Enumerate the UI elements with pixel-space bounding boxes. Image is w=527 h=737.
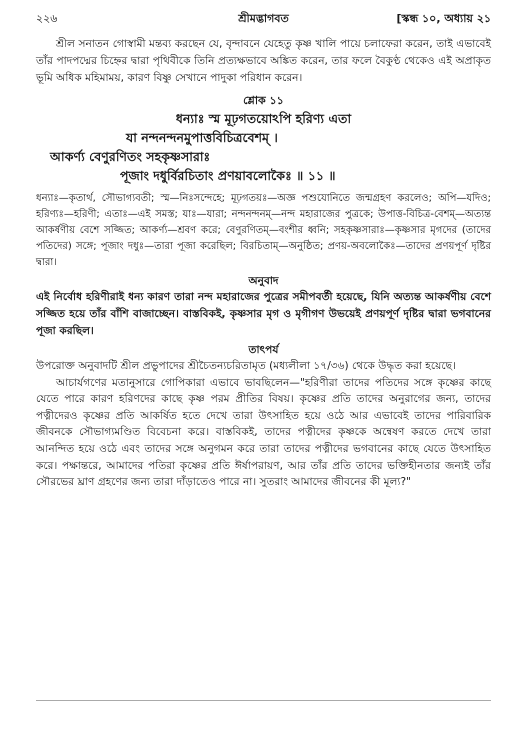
verse-line-4: পূজাং দধুর্বিরচিতাং প্রণয়াবলোকৈঃ ॥ ১১ ॥ bbox=[120, 168, 336, 183]
verse-line-3: আকর্ণ্য বেণুরণিতং সহকৃষ্ণসারাঃ bbox=[50, 149, 211, 164]
sanskrit-verse bbox=[36, 109, 491, 185]
page-header bbox=[36, 10, 491, 28]
footer-rule bbox=[36, 700, 491, 701]
purport-paragraph-1: উপরোক্ত অনুবাদটি শ্রীল প্রভুপাদের শ্রীচৈতন্যচরিতামৃত (মধ্যলীলা ১৭/৩৬) থেকে উদ্ধৃত করা হয়েছে। bbox=[36, 360, 456, 372]
page-number: ২২৬ bbox=[36, 12, 58, 25]
translation-paragraph: এই নির্বোধ হরিণীরাই ধন্য কারণ তারা নন্দ মহারাজের পুত্রের সমীপবর্তী হয়েছে, যিনি অত্যন্ত আকর্ষণীয় বেশে সজ্জিত হয়ে তাঁর বাঁশি বাজাচ্ছেন। বাস্তবিকই, কৃষ্ণসার মৃগ ও মৃগীগণ উভয়েই প্রণয়পূর্ণ দৃষ্টির দ্বারা ভগবানের পূজা করছিল। bbox=[36, 291, 491, 337]
verse-title: শ্লোক ১১ bbox=[243, 94, 284, 107]
translation-heading: অনুবাদ bbox=[248, 275, 279, 287]
verse-line-2: যা নন্দনন্দনমুপাত্তবিচিত্রবেশম্ । bbox=[126, 130, 278, 145]
synonyms-paragraph: ধন্যাঃ—কৃতার্থ, সৌভাগ্যবতী; স্ম—নিঃসন্দেহে; মূঢ়গতয়ঃ—অজ্ঞ পশুযোনিতে জন্মগ্রহণ করলেও; অপি—যদিও; হরিণ্যঃ—হরিণী; এতাঃ—এই সমস্ত; যাঃ—যারা; নন্দনন্দনম্—নন্দ মহারাজের পুত্রকে; উপাত্ত-বিচিত্র-বেশম্—অত্যন্ত আকর্ষণীয় বেশে সজ্জিত; আকর্ণ্য—শ্রবণ করে; বেণুরণিতম্—বংশীর ধ্বনি; সহকৃষ্ণসারাঃ—কৃষ্ণসার মৃগদের (তাদের পতিদের) সঙ্গে; পূজাং দধুঃ—তারা পূজা করেছিল; বিরচিতাম্—অনুষ্ঠিত; প্রণয়-অবলোকৈঃ—তাদের প্রণয়পূর্ণ দৃষ্টির দ্বারা। bbox=[36, 193, 491, 268]
intro-paragraph: শ্রীল সনাতন গোস্বামী মন্তব্য করছেন যে, বৃন্দাবনে যেহেতু কৃষ্ণ খালি পায়ে চলাফেরা করেন, তাই এভাবেই তাঁর পাদপদ্মের চিহ্নের দ্বারা পৃথিবীকে তিনি প্রত্যক্ষভাবে অঙ্কিত করেন, তার ফলে বৈকুণ্ঠ থেকেও এই অপ্রাকৃত ভূমি অধিক মহিমাময়, কারণ বিষ্ণু সেখানে পাদুকা পরিধান করেন। bbox=[36, 38, 491, 84]
purport-paragraph-2: আচার্যগণের মতানুসারে গোপিকারা এভাবে ভাবছিলেন—"হরিণীরা তাদের পতিদের সঙ্গে কৃষ্ণের কাছে যেতে পারে কারণ হরিণদের কাছে কৃষ্ণ পরম প্রীতির বিষয়। কৃষ্ণের প্রতি তাদের অনুরাগের জন্য, তাদের পত্নীদেরও কৃষ্ণের প্রতি আকর্ষিত হতে দেখে তারা উৎসাহিত হয়ে ওঠে আর এভাবেই তাদের পারিবারিক জীবনকে সৌভাগ্যমণ্ডিত বিবেচনা করে। বাস্তবিকই, তাদের পত্নীদের কৃষ্ণকে অন্বেষণ করতে দেখে তারা আনন্দিত হয়ে ওঠে এবং তাদের সঙ্গে অনুগমন করে তারা তাদের পত্নীদের ভগবানের কাছে যেতে উৎসাহিত করে। পক্ষান্তরে, আমাদের পতিরা কৃষ্ণের প্রতি ঈর্ষাপরায়ণ, আর তাঁর প্রতি তাদের ভক্তিহীনতার জন্যই তাঁর সৌরভের ঘ্রাণ গ্রহণের জন্য তারা দাঁড়াতেও পারে না। সুতরাং আমাদের জীবনের কী মূল্য?" bbox=[36, 376, 491, 489]
verse-line-1: ধন্যাঃ স্ম মূঢ়গতয়োঽপি হরিণ্য এতা bbox=[175, 111, 352, 126]
purport-heading: তাৎপর্য bbox=[248, 344, 279, 356]
page-body bbox=[36, 36, 491, 491]
book-title: শ্রীমদ্ভাগবত bbox=[238, 12, 289, 25]
chapter-reference: [স্কন্ধ ১০, অধ্যায় ২১ bbox=[396, 12, 491, 25]
